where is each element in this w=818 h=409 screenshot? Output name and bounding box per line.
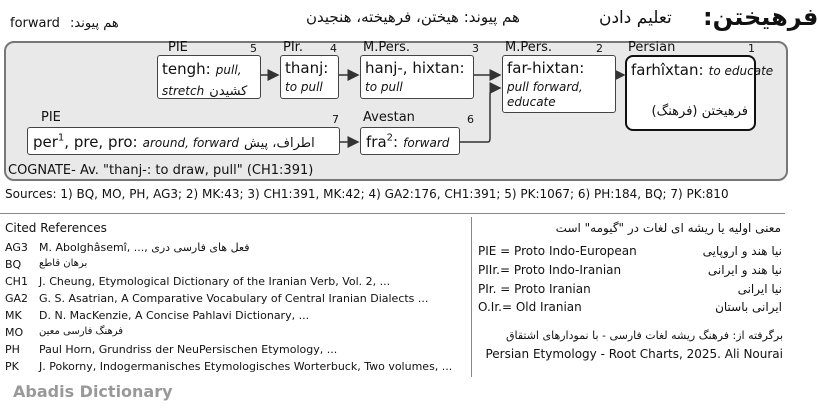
- legend-abbr: PIr. = Proto Iranian: [478, 282, 591, 296]
- legend-abbr: PIIr.= Proto Indo-Iranian: [478, 263, 622, 277]
- box7-sup: 1: [57, 132, 65, 144]
- reference-item: [5, 326, 465, 343]
- legend-abbr-fa: ایرانی باستان: [715, 300, 782, 314]
- reference-item: [5, 258, 465, 275]
- box3-word: hanj-, hixtan:: [365, 59, 465, 77]
- cognate-note: COGNATE- Av. "thanj-: to draw, pull" (CH1:391): [8, 163, 314, 178]
- box3-gloss: to pull: [365, 80, 403, 94]
- stage-num-3: 3: [472, 42, 479, 55]
- box1-persian: فرهیختن (فرهنگ): [651, 104, 748, 119]
- box2-gloss-2: educate: [507, 95, 556, 109]
- reference-abbr: MO: [5, 326, 24, 339]
- legend-abbr: O.Ir.= Old Iranian: [478, 300, 582, 314]
- box7-persian: اطراف، پیش: [244, 136, 315, 151]
- related-list: هیختن، فرهیخته، هنجیدن: [306, 8, 459, 26]
- divider: [0, 213, 785, 214]
- box2-gloss: pull forward,: [507, 80, 583, 94]
- reference-abbr: PK: [5, 360, 19, 373]
- etym-box-5: [157, 55, 261, 99]
- headword: فرهیختن:: [703, 3, 818, 31]
- box5-word: tengh:: [162, 60, 211, 78]
- sources-line: Sources: 1) BQ, MO, PH, AG3; 2) MK:43; 3) CH1:391, MK:42; 4) GA2:176, CH1:391; 5) PK:1067; 6) PH:184, BQ; 7) PK:810: [5, 187, 729, 201]
- headword-gloss: تعلیم دادن: [599, 8, 672, 28]
- reference-item: [5, 309, 465, 326]
- box1-gloss: to educate: [708, 64, 774, 78]
- reference-abbr: MK: [5, 309, 22, 322]
- reference-text: Paul Horn, Grundriss der NeuPersischen Etymology, ...: [39, 343, 338, 356]
- box6-sup: 2: [386, 132, 394, 144]
- reference-text: G. S. Asatrian, A Comparative Vocabulary of Central Iranian Dialects ...: [39, 292, 429, 305]
- box5-gloss-2: stretch: [162, 84, 205, 98]
- etym-box-6: fra$^2$: forward: [360, 127, 460, 155]
- column-divider: [471, 217, 472, 377]
- reference-item: [5, 360, 465, 377]
- reference-abbr: PH: [5, 343, 20, 356]
- legend-abbr-fa: نیا ایرانی: [737, 282, 782, 296]
- etym-box-1: [625, 55, 774, 131]
- related-label: هم پیوند:: [463, 8, 520, 26]
- etym-box-2: [502, 55, 616, 113]
- legend-abbr-fa: نیا هند و اروپایی: [702, 244, 782, 258]
- reference-text: J. Pokorny, Indogermanisches Etymologisches Worterbuck, Two volumes, ...: [39, 360, 453, 373]
- stage-label-6: Avestan: [363, 110, 415, 125]
- box4-word: thanj:: [285, 59, 329, 77]
- reference-abbr: AG3: [5, 241, 28, 254]
- etym-box-7: [27, 127, 340, 155]
- reference-abbr: CH1: [5, 275, 28, 288]
- reference-item: [5, 275, 465, 292]
- stage-num-7: 7: [332, 113, 339, 126]
- source-english: Persian Etymology - Root Charts, 2025. Ali Nourai: [485, 347, 783, 361]
- box2-word: far-hixtan:: [507, 59, 585, 77]
- box7-word-2: , pre, pro:: [64, 133, 138, 151]
- box1-word: farhîxtan:: [631, 61, 704, 79]
- reference-abbr: BQ: [5, 258, 22, 271]
- etym-box-3: [360, 55, 474, 99]
- stage-num-4: 4: [330, 42, 337, 55]
- source-persian: برگرفته از: فرهنگ ریشه لغات فارسی - با نمودارهای اشتقاق: [505, 329, 783, 342]
- stage-label-2: M.Pers.: [505, 40, 552, 55]
- reference-text: D. N. MacKenzie, A Concise Pahlavi Dictionary, ...: [39, 309, 310, 322]
- etym-box-4: [280, 55, 339, 99]
- box6-gloss: forward: [403, 136, 450, 150]
- legend-title: معنی اولیه یا ریشه ای لغات در "گیومه" است: [555, 221, 781, 235]
- forward-label: forward: [10, 16, 60, 31]
- reference-text: J. Cheung, Etymological Dictionary of the Iranian Verb, Vol. 2, ...: [39, 275, 391, 288]
- stage-label-1: Persian: [628, 40, 676, 55]
- legend-abbr: PIE = Proto Indo-European: [478, 244, 637, 258]
- box7-gloss: around, forward: [142, 136, 239, 150]
- forward-persian-label: هم پیوند:: [70, 16, 119, 31]
- box6-word: fra: [366, 133, 387, 151]
- box5-gloss: pull,: [215, 63, 242, 77]
- box7-word: per: [33, 133, 58, 151]
- brand-watermark: Abadis Dictionary: [13, 382, 173, 401]
- box4-gloss: to pull: [285, 80, 323, 94]
- references-title: Cited References: [5, 221, 107, 235]
- stage-num-5: 5: [250, 42, 257, 55]
- stage-label-7: PIE: [41, 110, 61, 125]
- reference-item: [5, 292, 465, 309]
- stage-label-3: M.Pers.: [363, 40, 410, 55]
- stage-label-5: PIE: [168, 40, 188, 55]
- stage-label-4: PIr.: [283, 40, 303, 55]
- legend-abbr-fa: نیا هند و ایرانی: [707, 263, 782, 277]
- reference-item: [5, 343, 465, 360]
- reference-abbr: GA2: [5, 292, 29, 305]
- reference-text: برهان قاطع: [39, 258, 88, 269]
- stage-num-1: 1: [748, 42, 755, 55]
- reference-text: M. Abolghâsemî, ..., فعل های فارسی دری: [39, 241, 250, 254]
- stage-num-6: 6: [467, 113, 474, 126]
- reference-item: [5, 241, 465, 258]
- box5-persian: کشیدن: [209, 84, 248, 99]
- reference-text: فرهنگ فارسی معین: [39, 326, 124, 337]
- stage-num-2: 2: [596, 42, 603, 55]
